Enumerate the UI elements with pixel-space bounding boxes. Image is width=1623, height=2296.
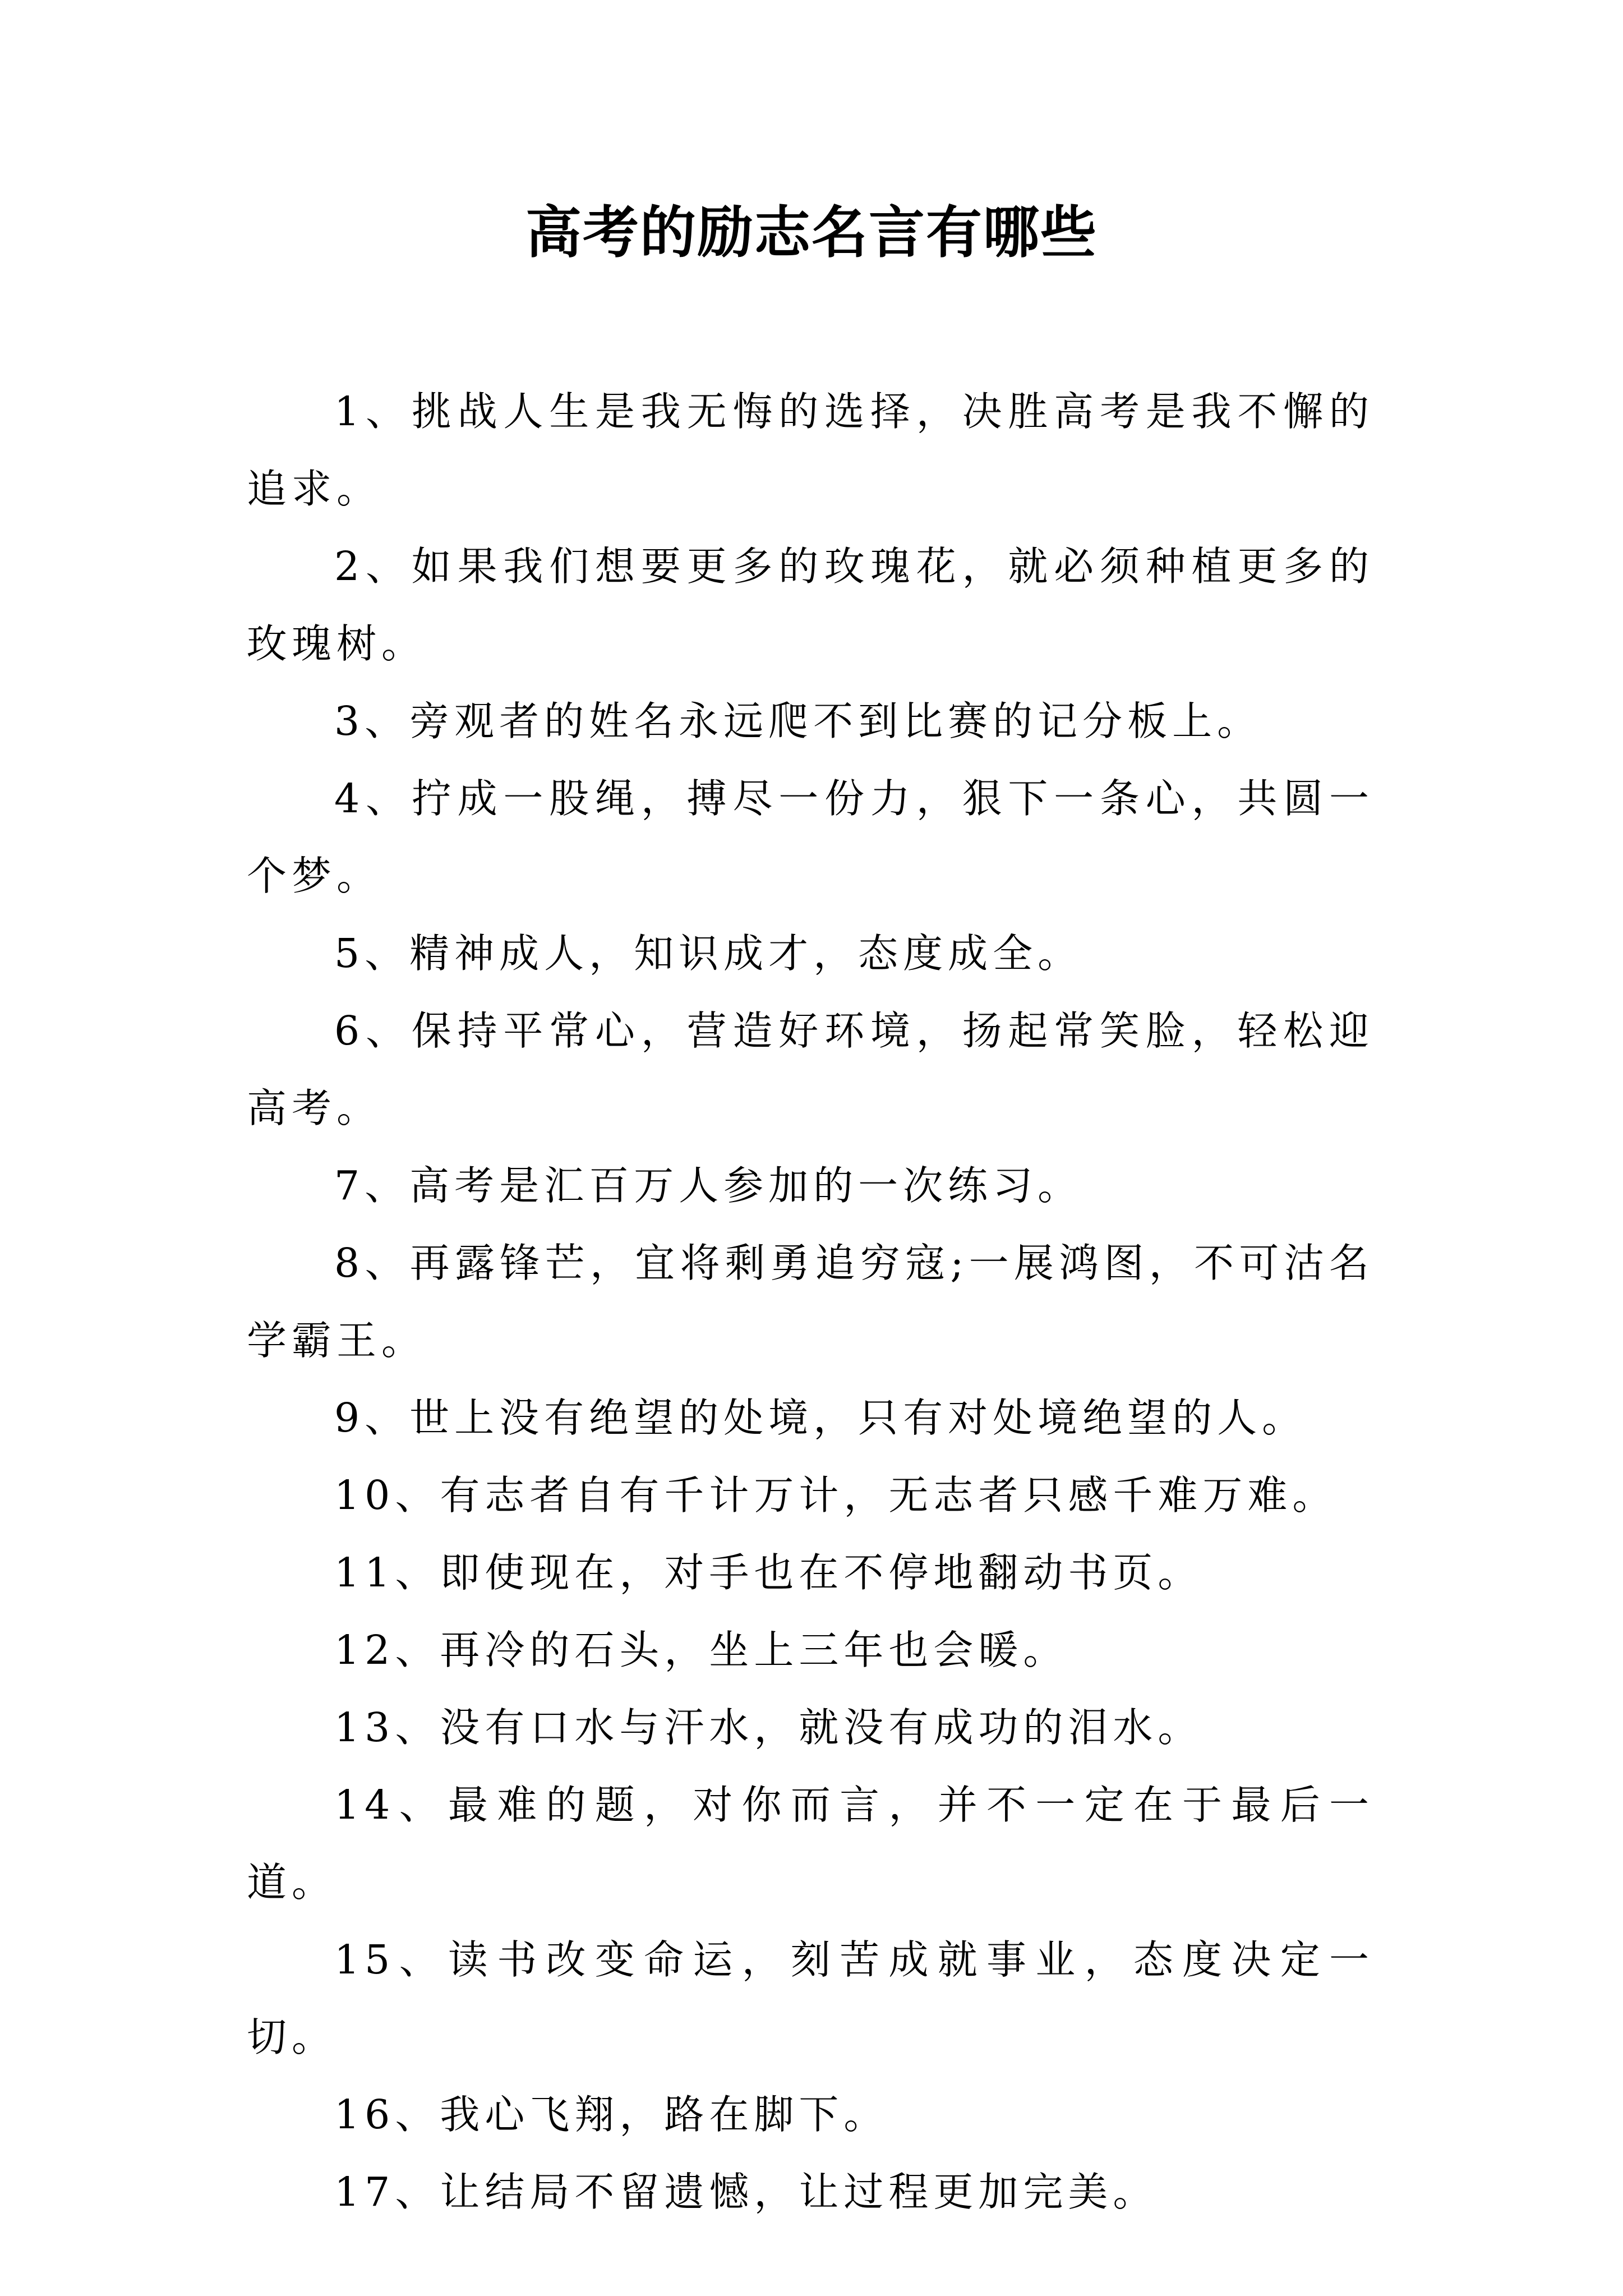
- quote-item: 6、保持平常心，营造好环境，扬起常笑脸，轻松迎高考。: [247, 1007, 1374, 1131]
- quote-item: 14、最难的题，对你而言，并不一定在于最后一道。: [247, 1782, 1374, 1906]
- quote-item: 3、旁观者的姓名永远爬不到比赛的记分板上。: [334, 698, 1262, 744]
- quote-item: 15、读书改变命运，刻苦成就事业，态度决定一切。: [247, 1936, 1374, 2060]
- quote-item: 1、挑战人生是我无悔的选择，决胜高考是我不懈的追求。: [247, 388, 1374, 512]
- quote-item: 9、世上没有绝望的处境，只有对处境绝望的人。: [334, 1395, 1307, 1441]
- quote-item: 11、即使现在，对手也在不停地翻动书页。: [334, 1549, 1203, 1596]
- quote-item: 12、再冷的石头，坐上三年也会暖。: [334, 1627, 1068, 1673]
- quote-item: 8、再露锋芒，宜将剩勇追穷寇;一展鸿图，不可沽名学霸王。: [247, 1240, 1374, 1364]
- quote-item: 4、拧成一股绳，搏尽一份力，狠下一条心，共圆一个梦。: [247, 775, 1374, 899]
- document-title: 高考的励志名言有哪些: [525, 200, 1098, 265]
- quote-item: 2、如果我们想要更多的玫瑰花，就必须种植更多的玫瑰树。: [247, 543, 1374, 667]
- quote-item: 13、没有口水与汗水，就没有成功的泪水。: [334, 1704, 1203, 1751]
- quote-item: 16、我心飞翔，路在脚下。: [334, 2091, 889, 2138]
- quote-list: [247, 373, 1374, 2231]
- quote-item: 17、让结局不留遗憾，让过程更加完美。: [334, 2169, 1158, 2215]
- quote-item: 7、高考是汇百万人参加的一次练习。: [334, 1162, 1083, 1209]
- quote-item: 5、精神成人，知识成才，态度成全。: [334, 930, 1083, 977]
- quote-item: 10、有志者自有千计万计，无志者只感千难万难。: [334, 1472, 1338, 1519]
